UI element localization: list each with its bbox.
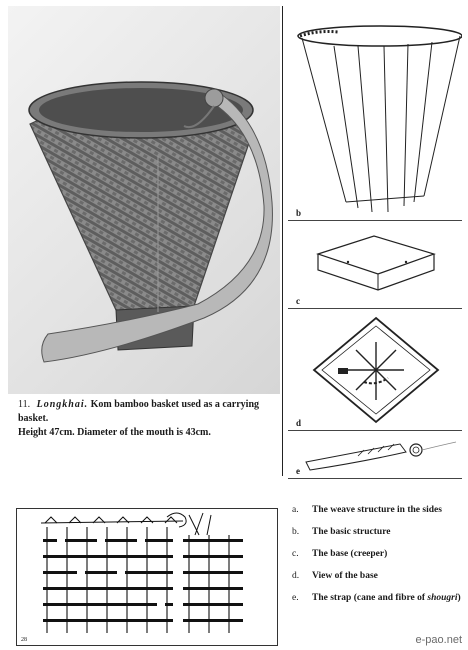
panel-label-d: d bbox=[296, 418, 302, 428]
panel-strap bbox=[288, 434, 462, 479]
caption-line2: Height 47cm. Diameter of the mouth is 43cm. bbox=[18, 427, 211, 438]
photo-caption bbox=[18, 398, 280, 440]
legend-item-a: a. The weave structure in the sides bbox=[292, 505, 442, 515]
caption-name: Longkhai. bbox=[36, 399, 89, 410]
figure-legend bbox=[292, 504, 462, 614]
legend-item-e: e. The strap (cane and fibre of shougri) bbox=[292, 593, 461, 603]
caption-line1: Kom bamboo basket used as a carrying basket. bbox=[18, 399, 260, 424]
watermark: e-pao.net bbox=[415, 634, 462, 646]
weave-page-number: 28 bbox=[21, 637, 27, 643]
panel-label-e: e bbox=[296, 466, 300, 476]
panel-base bbox=[288, 224, 462, 309]
legend-item-b: b. The basic structure bbox=[292, 527, 391, 537]
panel-label-c: c bbox=[296, 296, 300, 306]
panel-base-view bbox=[288, 312, 462, 431]
panel-basic-structure bbox=[288, 6, 462, 221]
legend-item-c: c. The base (creeper) bbox=[292, 549, 388, 559]
divider-line bbox=[282, 6, 283, 476]
basket-photo bbox=[8, 6, 280, 394]
legend-item-d: d. View of the base bbox=[292, 571, 378, 581]
caption-number: 11. bbox=[18, 399, 31, 410]
weave-structure-figure bbox=[16, 508, 278, 646]
panel-label-b: b bbox=[296, 208, 302, 218]
